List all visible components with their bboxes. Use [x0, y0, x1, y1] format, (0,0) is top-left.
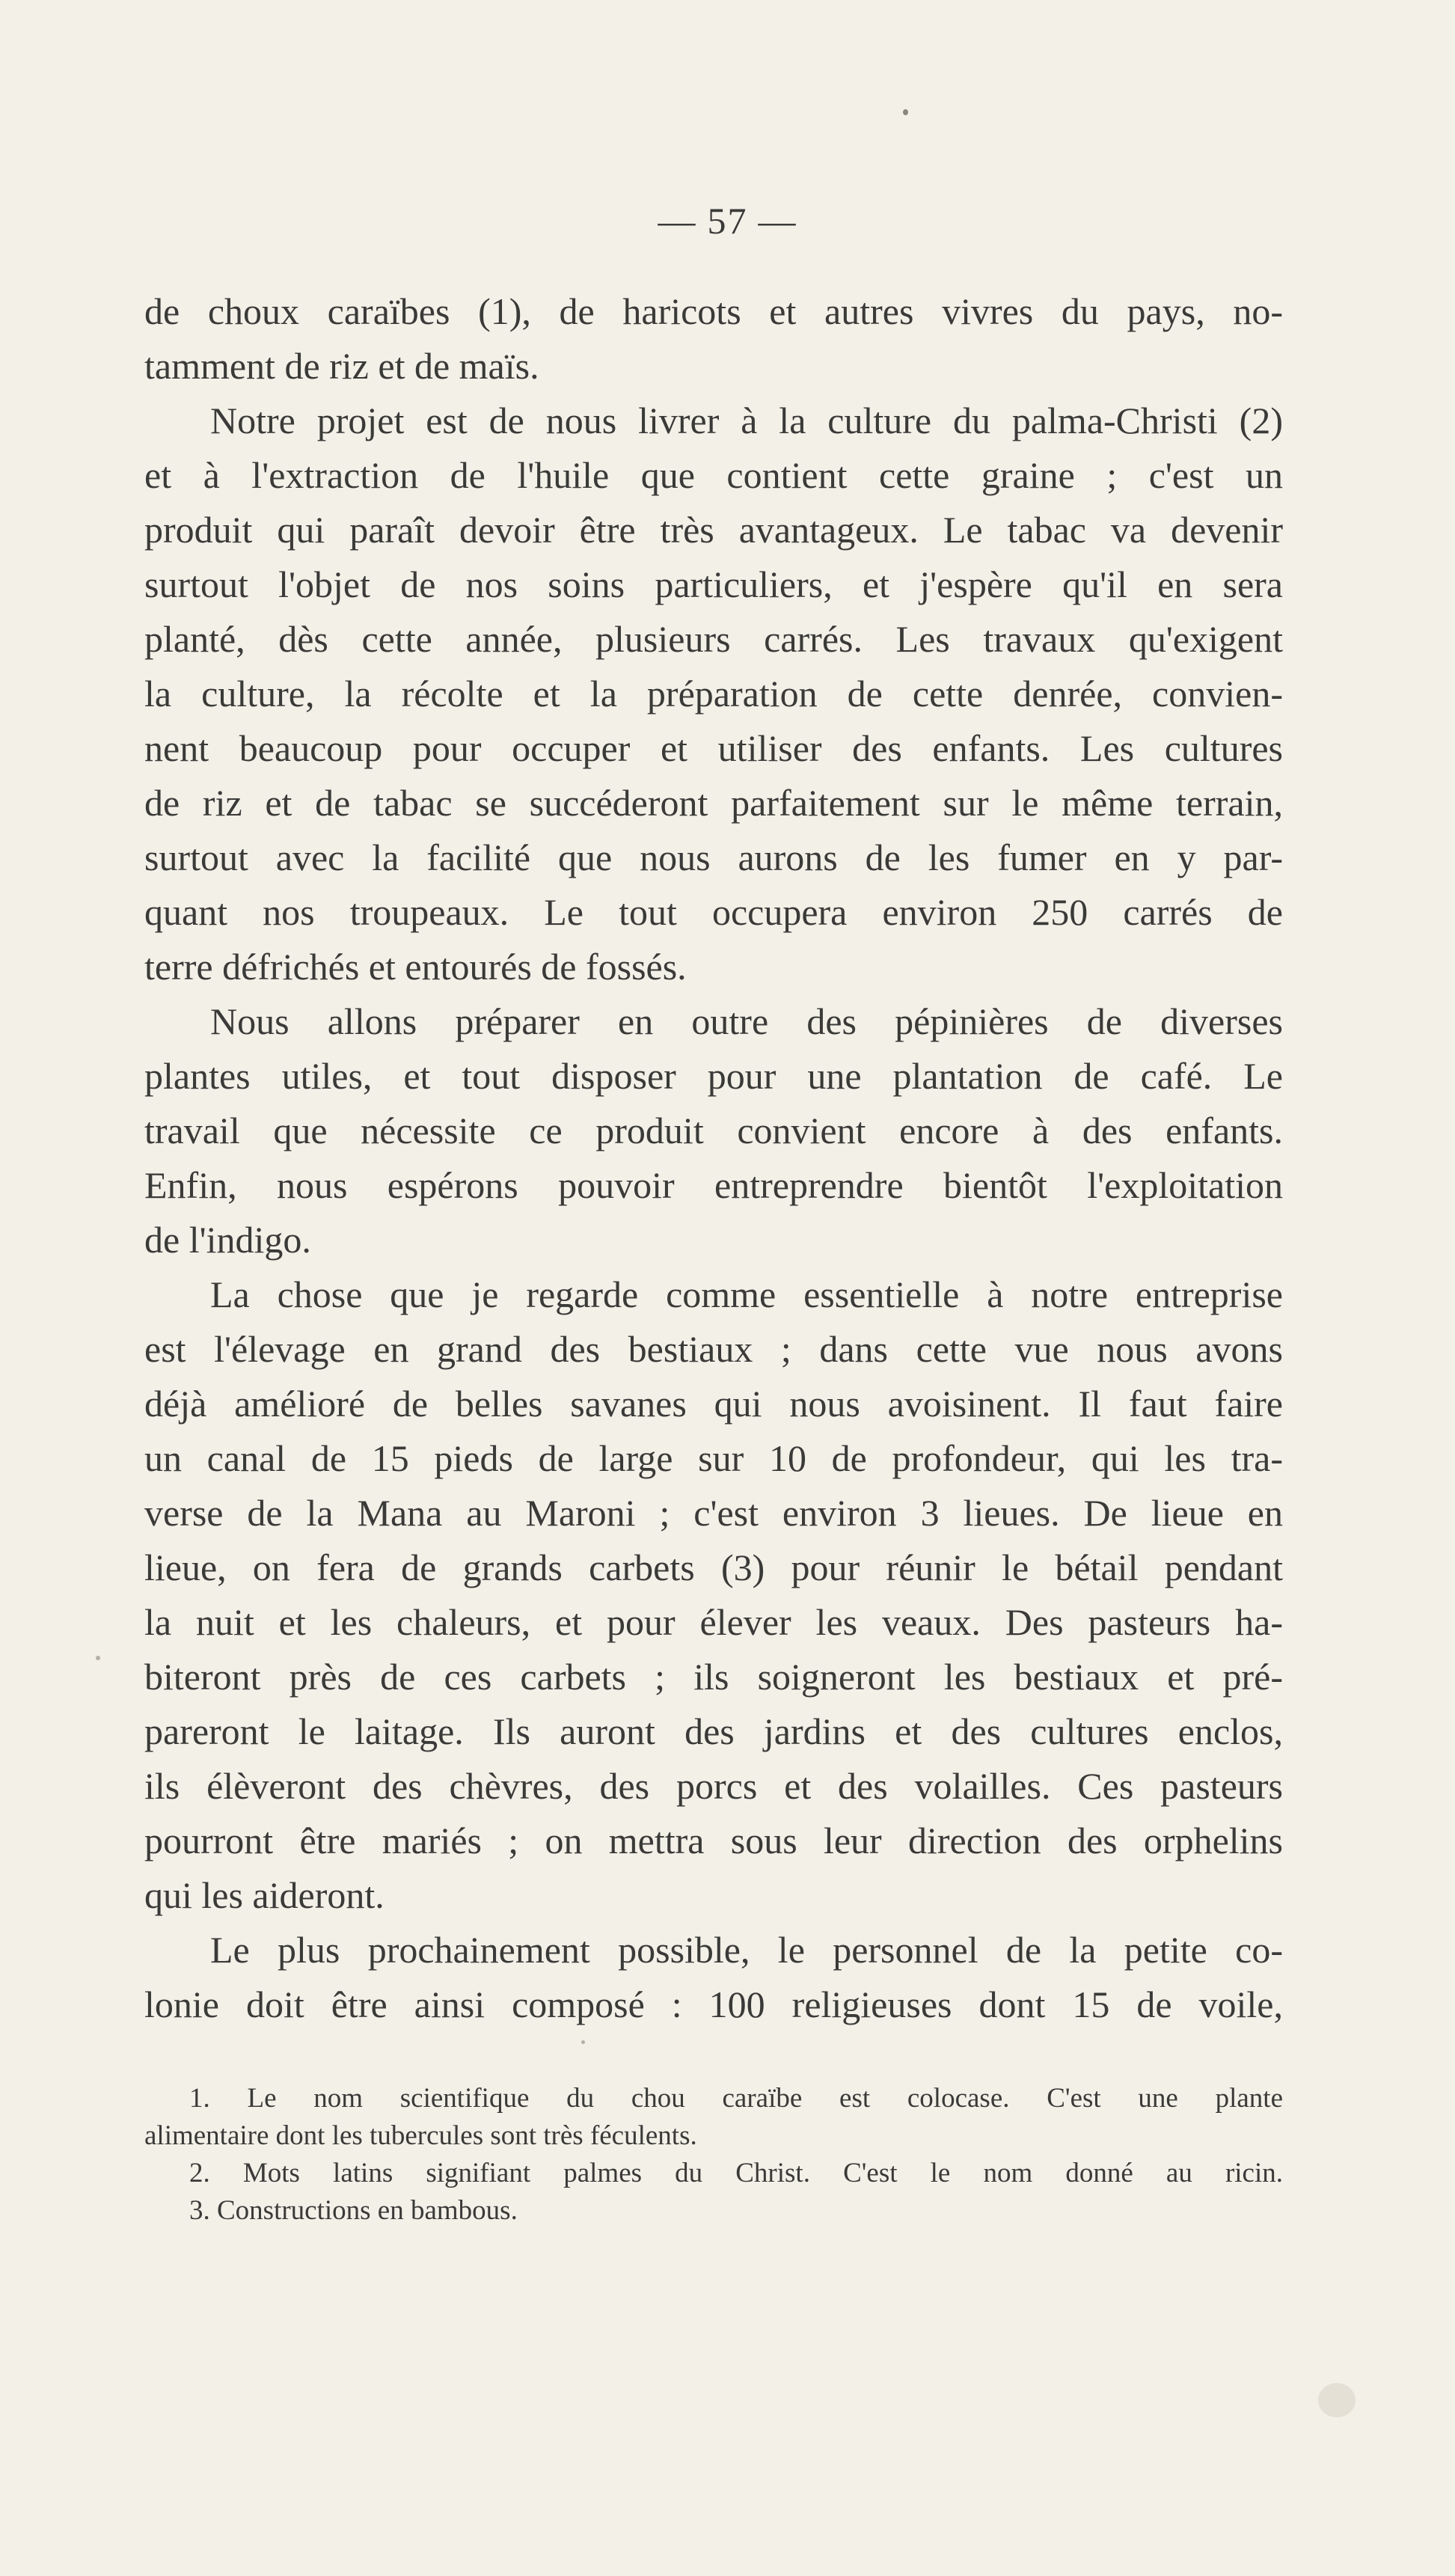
scan-speck	[96, 1656, 100, 1660]
body-line: lieue, on fera de grands carbets (3) pour réunir le bétail pendant	[144, 1546, 1283, 1588]
body-line: quant nos troupeaux. Le tout occupera environ 250 carrés de	[144, 891, 1283, 933]
body-line: plantes utiles, et tout disposer pour une plantation de café. Le	[144, 1055, 1283, 1097]
body-text	[144, 284, 1283, 2032]
body-line: et à l'extraction de l'huile que contient cette graine ; c'est un	[144, 454, 1283, 496]
body-line: de choux caraïbes (1), de haricots et autres vivres du pays, no-	[144, 290, 1283, 332]
body-line: terre défrichés et entourés de fossés.	[144, 946, 687, 988]
body-line: ils élèveront des chèvres, des porcs et des volailles. Ces pasteurs	[144, 1765, 1283, 1807]
body-line: de riz et de tabac se succéderont parfaitement sur le même terrain,	[144, 782, 1283, 824]
page-number-dash-left: —	[658, 200, 697, 242]
body-line: La chose que je regarde comme essentielle à notre entreprise	[210, 1273, 1283, 1315]
body-line: produit qui paraît devoir être très avantageux. Le tabac va devenir	[144, 509, 1283, 551]
body-line: biteront près de ces carbets ; ils soigneront les bestiaux et pré-	[144, 1656, 1283, 1698]
body-line: qui les aideront.	[144, 1874, 385, 1916]
scan-speck	[1318, 2383, 1356, 2417]
body-line: déjà amélioré de belles savanes qui nous avoisinent. Il faut faire	[144, 1383, 1283, 1425]
body-line: pourront être mariés ; on mettra sous leur direction des orphelins	[144, 1820, 1283, 1861]
body-line: travail que nécessite ce produit convient encore à des enfants.	[144, 1110, 1283, 1151]
page-number	[0, 200, 1455, 242]
footnote-line: 2. Mots latins signifiant palmes du Christ. C'est le nom donné au ricin.	[189, 2158, 1283, 2188]
scan-speck	[903, 109, 908, 115]
body-line: planté, dès cette année, plusieurs carrés. Les travaux qu'exigent	[144, 618, 1283, 660]
footnote-line: 3. Constructions en bambous.	[189, 2195, 518, 2226]
footnotes	[144, 2080, 1283, 2230]
body-line: Enfin, nous espérons pouvoir entreprendre bientôt l'exploitation	[144, 1164, 1283, 1206]
body-line: pareront le laitage. Ils auront des jardins et des cultures enclos,	[144, 1710, 1283, 1752]
body-line: un canal de 15 pieds de large sur 10 de profondeur, qui les tra-	[144, 1437, 1283, 1479]
body-line: Nous allons préparer en outre des pépinières de diverses	[210, 1000, 1283, 1042]
scan-speck	[581, 2040, 585, 2044]
body-line: Notre projet est de nous livrer à la culture du palma-Christi (2)	[210, 400, 1283, 441]
body-line: surtout avec la facilité que nous aurons de les fumer en y par-	[144, 836, 1283, 878]
body-line: Le plus prochainement possible, le personnel de la petite co-	[210, 1929, 1283, 1971]
body-line: verse de la Mana au Maroni ; c'est environ 3 lieues. De lieue en	[144, 1492, 1283, 1534]
footnote-line: alimentaire dont les tubercules sont très féculents.	[144, 2120, 697, 2151]
body-line: surtout l'objet de nos soins particuliers, et j'espère qu'il en sera	[144, 563, 1283, 605]
body-line: lonie doit être ainsi composé : 100 religieuses dont 15 de voile,	[144, 1983, 1283, 2025]
body-line: la culture, la récolte et la préparation de cette denrée, convien-	[144, 673, 1283, 715]
body-line: est l'élevage en grand des bestiaux ; dans cette vue nous avons	[144, 1328, 1283, 1370]
footnote-line: 1. Le nom scientifique du chou caraïbe est colocase. C'est une plante	[189, 2083, 1283, 2114]
body-line: la nuit et les chaleurs, et pour élever les veaux. Des pasteurs ha-	[144, 1601, 1283, 1643]
page-number-dash-right: —	[758, 200, 797, 242]
page-number-value: 57	[707, 200, 748, 242]
body-line: de l'indigo.	[144, 1219, 311, 1261]
body-line: tamment de riz et de maïs.	[144, 345, 539, 387]
body-line: nent beaucoup pour occuper et utiliser des enfants. Les cultures	[144, 727, 1283, 769]
